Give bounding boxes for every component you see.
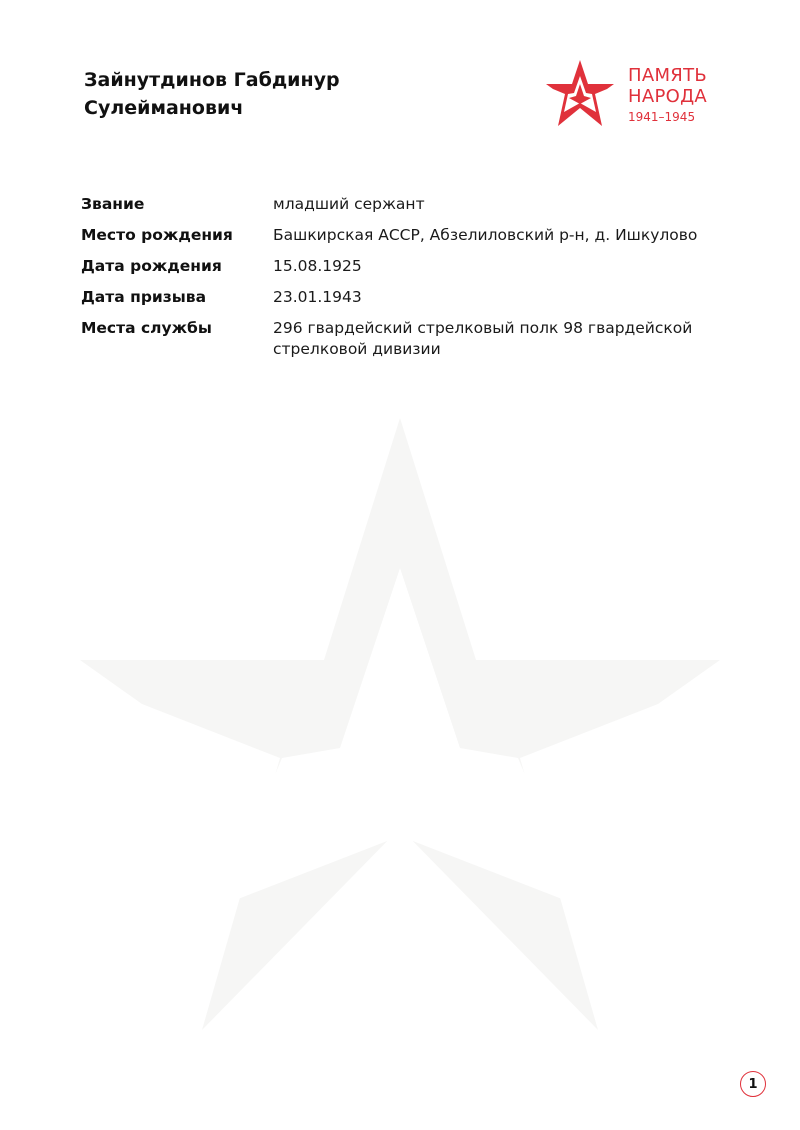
person-name-line2: Сулейманович — [84, 97, 244, 119]
detail-label: Звание — [81, 195, 145, 213]
person-name — [84, 66, 504, 122]
details-table — [81, 194, 721, 370]
pamyat-naroda-logo — [546, 60, 726, 128]
detail-label: Дата призыва — [81, 288, 207, 306]
detail-row-birthdate — [81, 256, 721, 277]
detail-row-birthplace — [81, 225, 721, 246]
detail-value: 15.08.1925 — [273, 257, 362, 275]
star-watermark-icon — [80, 418, 720, 1038]
logo-years: 1941–1945 — [628, 110, 696, 124]
detail-label: Место рождения — [81, 226, 233, 244]
detail-row-conscription-date — [81, 287, 721, 308]
detail-label: Дата рождения — [81, 257, 222, 275]
detail-value: Башкирская АССР, Абзелиловский р-н, д. Ишкулово — [273, 226, 698, 244]
detail-row-service-places — [81, 318, 721, 360]
detail-row-rank — [81, 194, 721, 215]
logo-title-line1: ПАМЯТЬ — [628, 65, 708, 86]
page-number: 1 — [740, 1071, 766, 1097]
detail-label: Места службы — [81, 319, 212, 337]
detail-value: 296 гвардейский стрелковый полк 98 гвардейской стрелковой дивизии — [273, 319, 693, 358]
red-star-icon — [546, 60, 614, 126]
logo-text — [628, 65, 707, 126]
person-name-line1: Зайнутдинов Габдинур — [84, 69, 340, 91]
detail-value: младший сержант — [273, 195, 425, 213]
detail-value: 23.01.1943 — [273, 288, 362, 306]
logo-title-line2: НАРОДА — [628, 86, 708, 107]
